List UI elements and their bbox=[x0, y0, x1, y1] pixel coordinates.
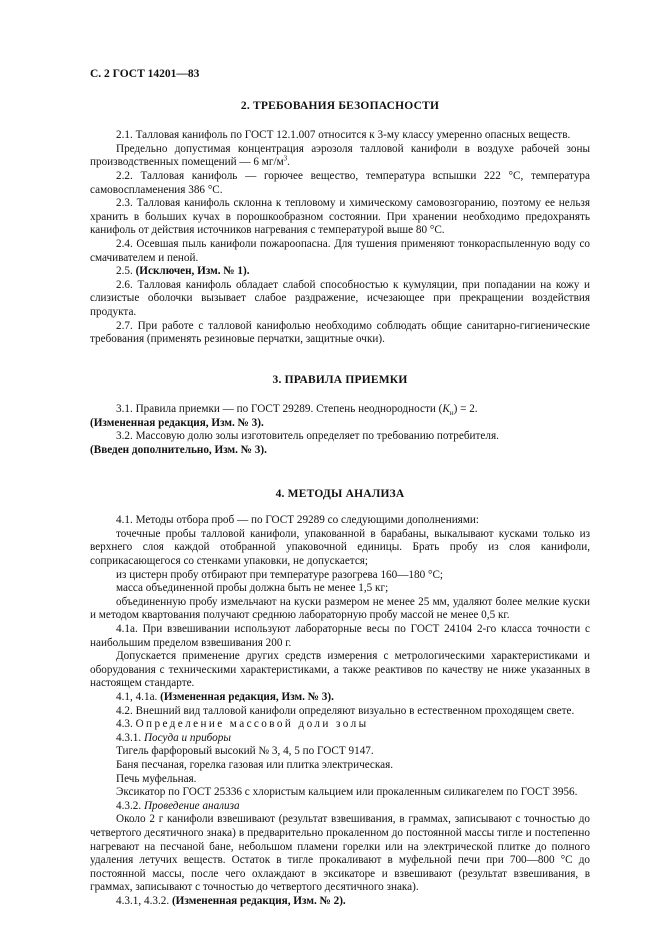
unit-exponent: 3 bbox=[283, 154, 288, 163]
para-4-1a: 4.1а. При взвешивании используют лабораторные весы по ГОСТ 24104 2-го класса точности с наибольшим пределом взвешивания 200 г. bbox=[90, 623, 590, 649]
para-4-2: 4.2. Внешний вид талловой канифоли определяют визуально в естественном проходящем свете. bbox=[116, 704, 575, 717]
para-4-1-crush: объединенную пробу измельчают на куски размером не менее 25 мм, удаляют более мелкие куски и методом квартования получают среднюю лабораторную пробу массой не менее 0,5 кг. bbox=[90, 595, 590, 622]
note-4-1 bbox=[90, 691, 590, 705]
para-4-1-tanks: из цистерн пробу отбирают при температуре разогрева 160—180 °С; bbox=[116, 568, 444, 581]
section-4-title: 4. МЕТОДЫ АНАЛИЗА bbox=[275, 487, 405, 500]
para-2-2: 2.2. Талловая канифоль — горючее вещество, температура вспышки 222 °С, температура самовоспламенения 386 °С. bbox=[90, 169, 590, 196]
para-3-1-end: ) = 2. bbox=[453, 403, 478, 416]
para-2-1-limit-end: . bbox=[287, 156, 290, 169]
para-4-1a-other: Допускается применение других средств измерения с метрологическими характеристиками и оборудования с техническими характеристиками, а также реактивов по качеству не ниже указанных в настоящем стандарте. bbox=[90, 650, 590, 690]
section-2-title: 2. ТРЕБОВАНИЯ БЕЗОПАСНОСТИ bbox=[240, 99, 440, 112]
equipment-bath: Баня песчаная, горелка газовая или плитка электрическая. bbox=[116, 758, 394, 771]
para-4-1-drums: точечные пробы талловой канифоли, упакованной в барабаны, выкалывают кусками только из верхнего слоя каждой отобранной упаковочной единицы. Брать пробу из слоя канифоли, соприкасающегося со стенками упаковки, не допускается; bbox=[90, 527, 590, 568]
note-4-1-text: (Измененная редакция, Изм. № 3). bbox=[160, 690, 334, 703]
page-header: С. 2 ГОСТ 14201—83 bbox=[90, 68, 200, 80]
para-4-3-title: Определение массовой доли золы bbox=[135, 718, 369, 731]
para-2-5-num: 2.5. bbox=[116, 265, 136, 278]
note-3-1: (Измененная редакция, Изм. № 3). bbox=[90, 416, 264, 429]
equipment-crucible: Тигель фарфоровый высокий № 3, 4, 5 по ГОСТ 9147. bbox=[116, 745, 374, 758]
para-3-2: 3.2. Массовую долю золы изготовитель определяет по требованию потребителя. bbox=[116, 430, 499, 443]
coefficient-symbol: К bbox=[442, 403, 450, 416]
para-4-3-1 bbox=[90, 732, 590, 746]
note-3-2: (Введен дополнительно, Изм. № 3). bbox=[90, 444, 267, 457]
note-4-3-text: (Измененная редакция, Изм. № 2). bbox=[171, 894, 346, 907]
note-4-1-num: 4.1, 4.1а. bbox=[116, 690, 161, 703]
para-4-3-2-num: 4.3.2. bbox=[116, 799, 144, 812]
procedure-text: Около 2 г канифоли взвешивают (результат взвешивания, в граммах, записывают с точностью до четвертого десятичного знака) в предварительно прокаленном до постоянной массы тигле и постепенно нагревают на песчаной бане, небольшом пламени горелки или на электрической плитке до полного удаления летучих веществ. Остаток в тигле прокаливают в муфельной печи при 700—800 °С до постоянной массы, после чего охлаждают в эксикаторе и взвешивают (результат взвешивания, в граммах, записывают с точностью до четвертого десятичного знака). bbox=[90, 813, 590, 894]
coefficient-subscript: н bbox=[449, 409, 454, 418]
equipment-furnace: Печь муфельная. bbox=[116, 772, 197, 785]
para-2-1-limit-text: Предельно допустимая концентрация аэрозоля талловой канифоли в воздухе рабочей зоны производственных помещений — 6 мг/м bbox=[90, 142, 590, 169]
para-2-5-note: (Исключен, Изм. № 1). bbox=[135, 265, 250, 278]
para-2-1: 2.1. Талловая канифоль по ГОСТ 12.1.007 относится к 3-му классу умеренно опасных веществ. bbox=[116, 129, 571, 142]
para-4-3-1-num: 4.3.1. bbox=[116, 731, 144, 744]
para-3-1-text: 3.1. Правила приемки — по ГОСТ 29289. Степень неоднородности ( bbox=[116, 403, 443, 416]
para-2-5 bbox=[90, 265, 590, 279]
para-4-1-mass: масса объединенной пробы должна быть не менее 1,5 кг; bbox=[116, 582, 389, 595]
para-4-3-1-title: Посуда и приборы bbox=[143, 731, 231, 744]
document-page bbox=[90, 68, 590, 908]
note-4-3-num: 4.3.1, 4.3.2. bbox=[116, 894, 172, 907]
section-3-title: 3. ПРАВИЛА ПРИЕМКИ bbox=[272, 373, 408, 386]
para-4-3-num: 4.3. bbox=[116, 718, 136, 731]
para-4-3-2-title: Проведение анализа bbox=[143, 799, 240, 812]
para-2-4: 2.4. Осевшая пыль канифоли пожароопасна. Для тушения применяют тонкораспыленную воду со смачивателем и пеной. bbox=[90, 237, 590, 264]
equipment-desiccator: Эксикатор по ГОСТ 25336 с хлористым кальцием или прокаленным силикагелем по ГОСТ 3956. bbox=[116, 786, 578, 799]
para-4-3 bbox=[90, 718, 590, 732]
para-4-1: 4.1. Методы отбора проб — по ГОСТ 29289 со следующими дополнениями: bbox=[116, 514, 480, 527]
para-2-1-limit bbox=[90, 143, 590, 170]
note-4-3 bbox=[90, 895, 590, 909]
para-2-7: 2.7. При работе с талловой канифолью необходимо соблюдать общие санитарно-гигиенические требования (применять резиновые перчатки, защитные очки). bbox=[90, 319, 590, 346]
para-4-3-2 bbox=[90, 800, 590, 814]
para-2-3: 2.3. Талловая канифоль склонна к тепловому и химическому самовозгоранию, поэтому ее нельзя хранить в больших кучах в порошкообразном состоянии. При хранении необходимо предохранять канифоль от действия источников нагревания с температурой выше 80 °С. bbox=[90, 197, 590, 237]
para-3-1 bbox=[90, 403, 590, 417]
para-2-6: 2.6. Талловая канифоль обладает слабой способностью к кумуляции, при попадании на кожу и слизистые оболочки вызывает слабое раздражение, исчезающее при прекращении воздействия продукта. bbox=[90, 278, 590, 318]
